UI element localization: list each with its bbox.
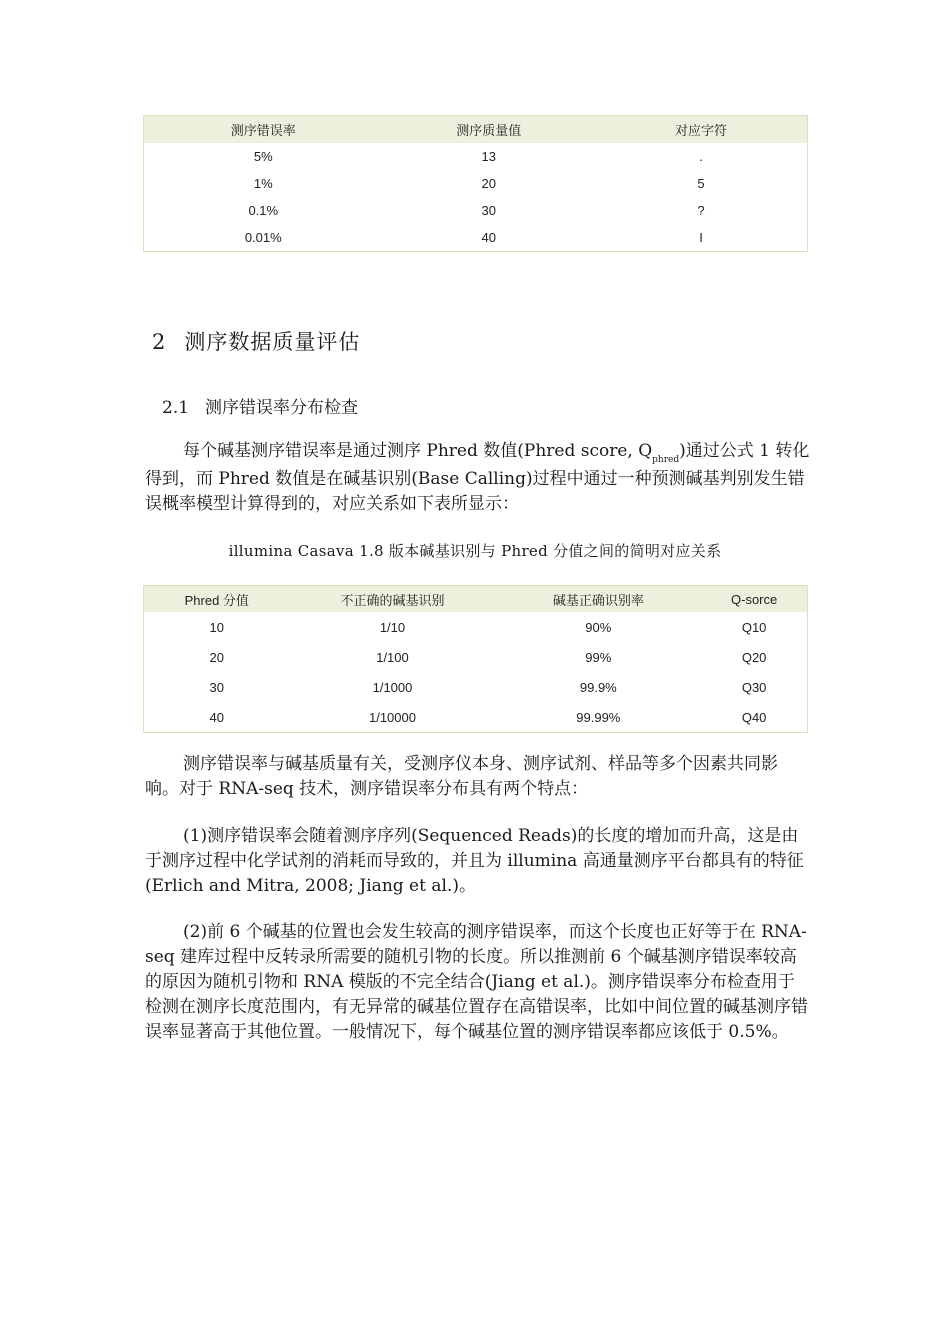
- table-cell: 1/100: [376, 649, 409, 665]
- paragraph-text: 每个碱基测序错误率是通过测序 Phred 数值(Phred score, Q: [183, 441, 653, 461]
- column-header: Q-sorce: [701, 586, 807, 613]
- error-rate-table: [143, 115, 808, 252]
- phred-subscript: phred: [652, 455, 680, 465]
- column-header: 对应字符: [595, 116, 808, 144]
- table-row: [144, 197, 808, 224]
- column-header: 测序错误率: [144, 116, 383, 144]
- table-cell: 99%: [585, 649, 612, 665]
- table-cell: 1/10000: [368, 709, 416, 725]
- table-cell: 20: [481, 176, 496, 191]
- table-cell: Q20: [741, 649, 767, 665]
- table-cell: 40: [481, 230, 496, 245]
- column-header: 不正确的碱基识别: [290, 586, 496, 613]
- phred-score-table: [143, 585, 808, 733]
- paragraph-feature-1: [145, 824, 810, 899]
- table-cell: 1/1000: [372, 679, 413, 695]
- table-cell: 10: [209, 619, 225, 635]
- section-number: 2: [152, 330, 167, 354]
- table-cell: 99.99%: [576, 709, 621, 725]
- table-cell: 40: [209, 709, 225, 725]
- table-row: [144, 170, 808, 197]
- paragraph-text: (2)前 6 个碱基的位置也会发生较高的测序错误率，而这个长度也正好等于在 RNA-seq 建库过程中反转录所需要的随机引物的长度。所以推测前 6 个碱基测序错误率较高的原因为随机引物和 RNA 模版的不完全结合(Jiang et al.)。测序错误率分布检查用于检测在测序长度范围内，有无异常的碱基位置存在高错误率，比如中间位置的碱基测序错误率显著高于其他位置。一般情况下，每个碱基位置的测序错误率都应该低于 0.5%。: [145, 922, 808, 1042]
- paragraph-text: 测序错误率与碱基质量有关，受测序仪本身、测序试剂、样品等多个因素共同影响。对于 RNA-seq 技术，测序错误率分布具有两个特点：: [145, 754, 778, 799]
- table-cell: 99.9%: [579, 679, 617, 695]
- column-header: 测序质量值: [383, 116, 595, 144]
- table-header-row: [144, 116, 808, 144]
- table-cell: 0.1%: [248, 203, 279, 218]
- table-cell: 5: [697, 176, 705, 191]
- table-row: [144, 224, 808, 252]
- section-heading: [152, 326, 360, 356]
- paragraph-text: )通过公式 1 转化得到，而 Phred 数值是在碱基识别(Base Calling)过程中通过一种预测碱基判别发生错误概率模型计算得到的，对应关系如下表所显示：: [145, 441, 810, 514]
- table-cell: 20: [209, 649, 225, 665]
- table-row: [144, 672, 808, 702]
- table-row: [144, 612, 808, 642]
- table-cell: Q10: [741, 619, 767, 635]
- paragraph-error-factors: [145, 752, 810, 802]
- table-row: [144, 642, 808, 672]
- paragraph-text: (1)测序错误率会随着测序序列(Sequenced Reads)的长度的增加而升高，这是由于测序过程中化学试剂的消耗而导致的，并且为 illumina 高通量测序平台都具有的特征(Erlich and Mitra, 2008; Jiang et al.)。: [145, 826, 804, 896]
- column-header-text: Phred 分值: [184, 592, 249, 608]
- table-cell: I: [699, 230, 703, 245]
- paragraph-phred-intro: [145, 439, 810, 517]
- table-cell: ?: [697, 203, 705, 218]
- table-cell: 30: [209, 679, 225, 695]
- paragraph-feature-2: [145, 920, 810, 1045]
- column-header: [144, 586, 290, 613]
- table-cell: 30: [481, 203, 496, 218]
- table-cell: 1%: [253, 176, 273, 191]
- table-cell: 0.01%: [244, 230, 282, 245]
- table-cell: Q30: [741, 679, 767, 695]
- subsection-number: 2.1: [162, 398, 190, 418]
- table-row: [144, 702, 808, 733]
- table-cell: .: [699, 149, 703, 164]
- table-caption: illumina Casava 1.8 版本碱基识别与 Phred 分值之间的简明对应关系: [228, 542, 722, 560]
- column-header: 碱基正确识别率: [495, 586, 701, 613]
- subsection-title: 测序错误率分布检查: [205, 398, 359, 418]
- table-cell: 90%: [585, 619, 612, 635]
- table-cell: Q40: [741, 709, 767, 725]
- table-row: [144, 143, 808, 170]
- section-title: 测序数据质量评估: [184, 330, 361, 354]
- table-cell: 5%: [253, 149, 273, 164]
- table-header-row: [144, 586, 808, 613]
- table-cell: 13: [481, 149, 496, 164]
- subsection-heading: [162, 393, 358, 418]
- table-cell: 1/10: [379, 619, 406, 635]
